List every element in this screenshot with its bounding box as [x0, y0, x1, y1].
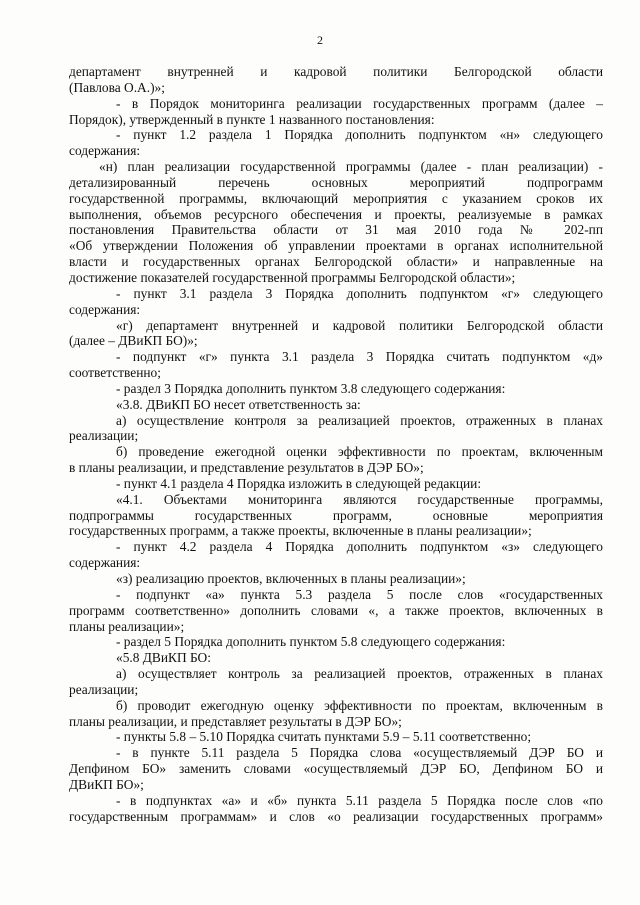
text-line: детализированный перечень основных мероприятий подпрограмм — [69, 174, 603, 190]
text-line: - подпункт «а» пункта 5.3 раздела 5 после слов «государственных — [116, 586, 603, 602]
text-line: реализации; — [69, 428, 139, 444]
text-line: ДВиКП БО»; — [69, 776, 144, 792]
text-line: (Павлова О.А.)»; — [69, 79, 165, 95]
document-body — [69, 64, 603, 825]
text-line: «н) план реализации государственной программы (далее - план реализации) - — [99, 159, 603, 175]
text-line: соответственно; — [69, 365, 161, 381]
page-number: 2 — [317, 33, 323, 47]
text-line: - в пункте 5.11 раздела 5 Порядка слова «осуществляемый ДЭР БО и — [116, 745, 603, 761]
text-line: подпрограммы государственных программ, основные мероприятия — [69, 507, 603, 523]
text-line: - раздел 3 Порядка дополнить пунктом 3.8 следующего содержания: — [116, 380, 506, 396]
text-line: планы реализации»; — [69, 618, 185, 634]
text-line: - пункт 1.2 раздела 1 Порядка дополнить подпунктом «н» следующего — [116, 127, 603, 143]
text-line: а) осуществляет контроль за реализацией проектов, отраженных в планах — [116, 666, 603, 682]
text-line: «Об утверждении Положения об управлении проектами в органах исполнительной — [69, 238, 603, 254]
text-line: государственным программам» и слов «о реализации государственных программ» — [69, 808, 603, 824]
text-line: постановления Правительства области от 31 мая 2010 года № 202-пп — [69, 222, 603, 238]
text-line: «4.1. Объектами мониторинга являются государственные программы, — [116, 491, 603, 507]
text-line: б) проводит ежегодную оценку эффективности по проектам, включенным в — [116, 697, 603, 713]
text-line: - пункт 4.2 раздела 4 Порядка дополнить подпунктом «з» следующего — [116, 539, 603, 555]
text-line: а) осуществление контроля за реализацией проектов, отраженных в планах — [116, 412, 603, 428]
text-line: б) проведение ежегодной оценки эффективности по проектам, включенным — [116, 444, 603, 460]
text-line: департамент внутренней и кадровой политики Белгородской области — [69, 64, 603, 79]
text-line: «3.8. ДВиКП БО несет ответственность за: — [116, 396, 361, 412]
text-line: выполнения, объемов ресурсного обеспечения и проекты, реализуемые в рамках — [69, 206, 603, 222]
text-line: - подпункт «г» пункта 3.1 раздела 3 Порядка считать подпунктом «д» — [116, 349, 603, 365]
text-line: государственной программы, включающий мероприятия с указанием сроков их — [69, 190, 603, 206]
text-line: «з) реализацию проектов, включенных в планы реализации»; — [116, 571, 466, 586]
text-line: Порядок), утвержденный в пункте 1 названного постановления: — [69, 111, 435, 127]
text-line: - раздел 5 Порядка дополнить пунктом 5.8 следующего содержания: — [116, 634, 506, 650]
text-line: Депфином БО» заменить словами «осуществляемый ДЭР БО, Депфином БО и — [69, 761, 603, 777]
text-line: содержания: — [69, 301, 141, 317]
text-line: достижение показателей государственной программы Белгородской области»; — [69, 269, 516, 285]
text-line: - в подпунктах «а» и «б» пункта 5.11 раздела 5 Порядка после слов «по — [116, 792, 603, 808]
text-line: государственных программ, а также проекты, включенные в планы реализации»; — [69, 523, 532, 539]
text-line: содержания: — [69, 143, 141, 159]
text-line: «г) департамент внутренней и кадровой политики Белгородской области — [116, 317, 603, 333]
text-line: содержания: — [69, 555, 141, 571]
text-line: - пункт 4.1 раздела 4 Порядка изложить в следующей редакции: — [116, 475, 482, 491]
text-line: программ соответственно» дополнить словами «, а также проектов, включенных в — [69, 602, 603, 618]
text-line: в планы реализации, и представление результатов в ДЭР БО»; — [69, 460, 424, 476]
text-line: (далее – ДВиКП БО)»; — [69, 333, 198, 349]
text-line: - пункты 5.8 – 5.10 Порядка считать пунктами 5.9 – 5.11 соответственно; — [116, 729, 532, 745]
text-line: - в Порядок мониторинга реализации государственных программ (далее – — [116, 95, 603, 111]
text-line: реализации; — [69, 681, 139, 697]
text-line: «5.8 ДВиКП БО: — [116, 650, 211, 666]
text-line: планы реализации, и представляет результаты в ДЭР БО»; — [69, 713, 402, 729]
text-line: власти и государственных органах Белгородской области» и направленные на — [69, 254, 603, 270]
text-line: - пункт 3.1 раздела 3 Порядка дополнить подпунктом «г» следующего — [116, 285, 603, 301]
